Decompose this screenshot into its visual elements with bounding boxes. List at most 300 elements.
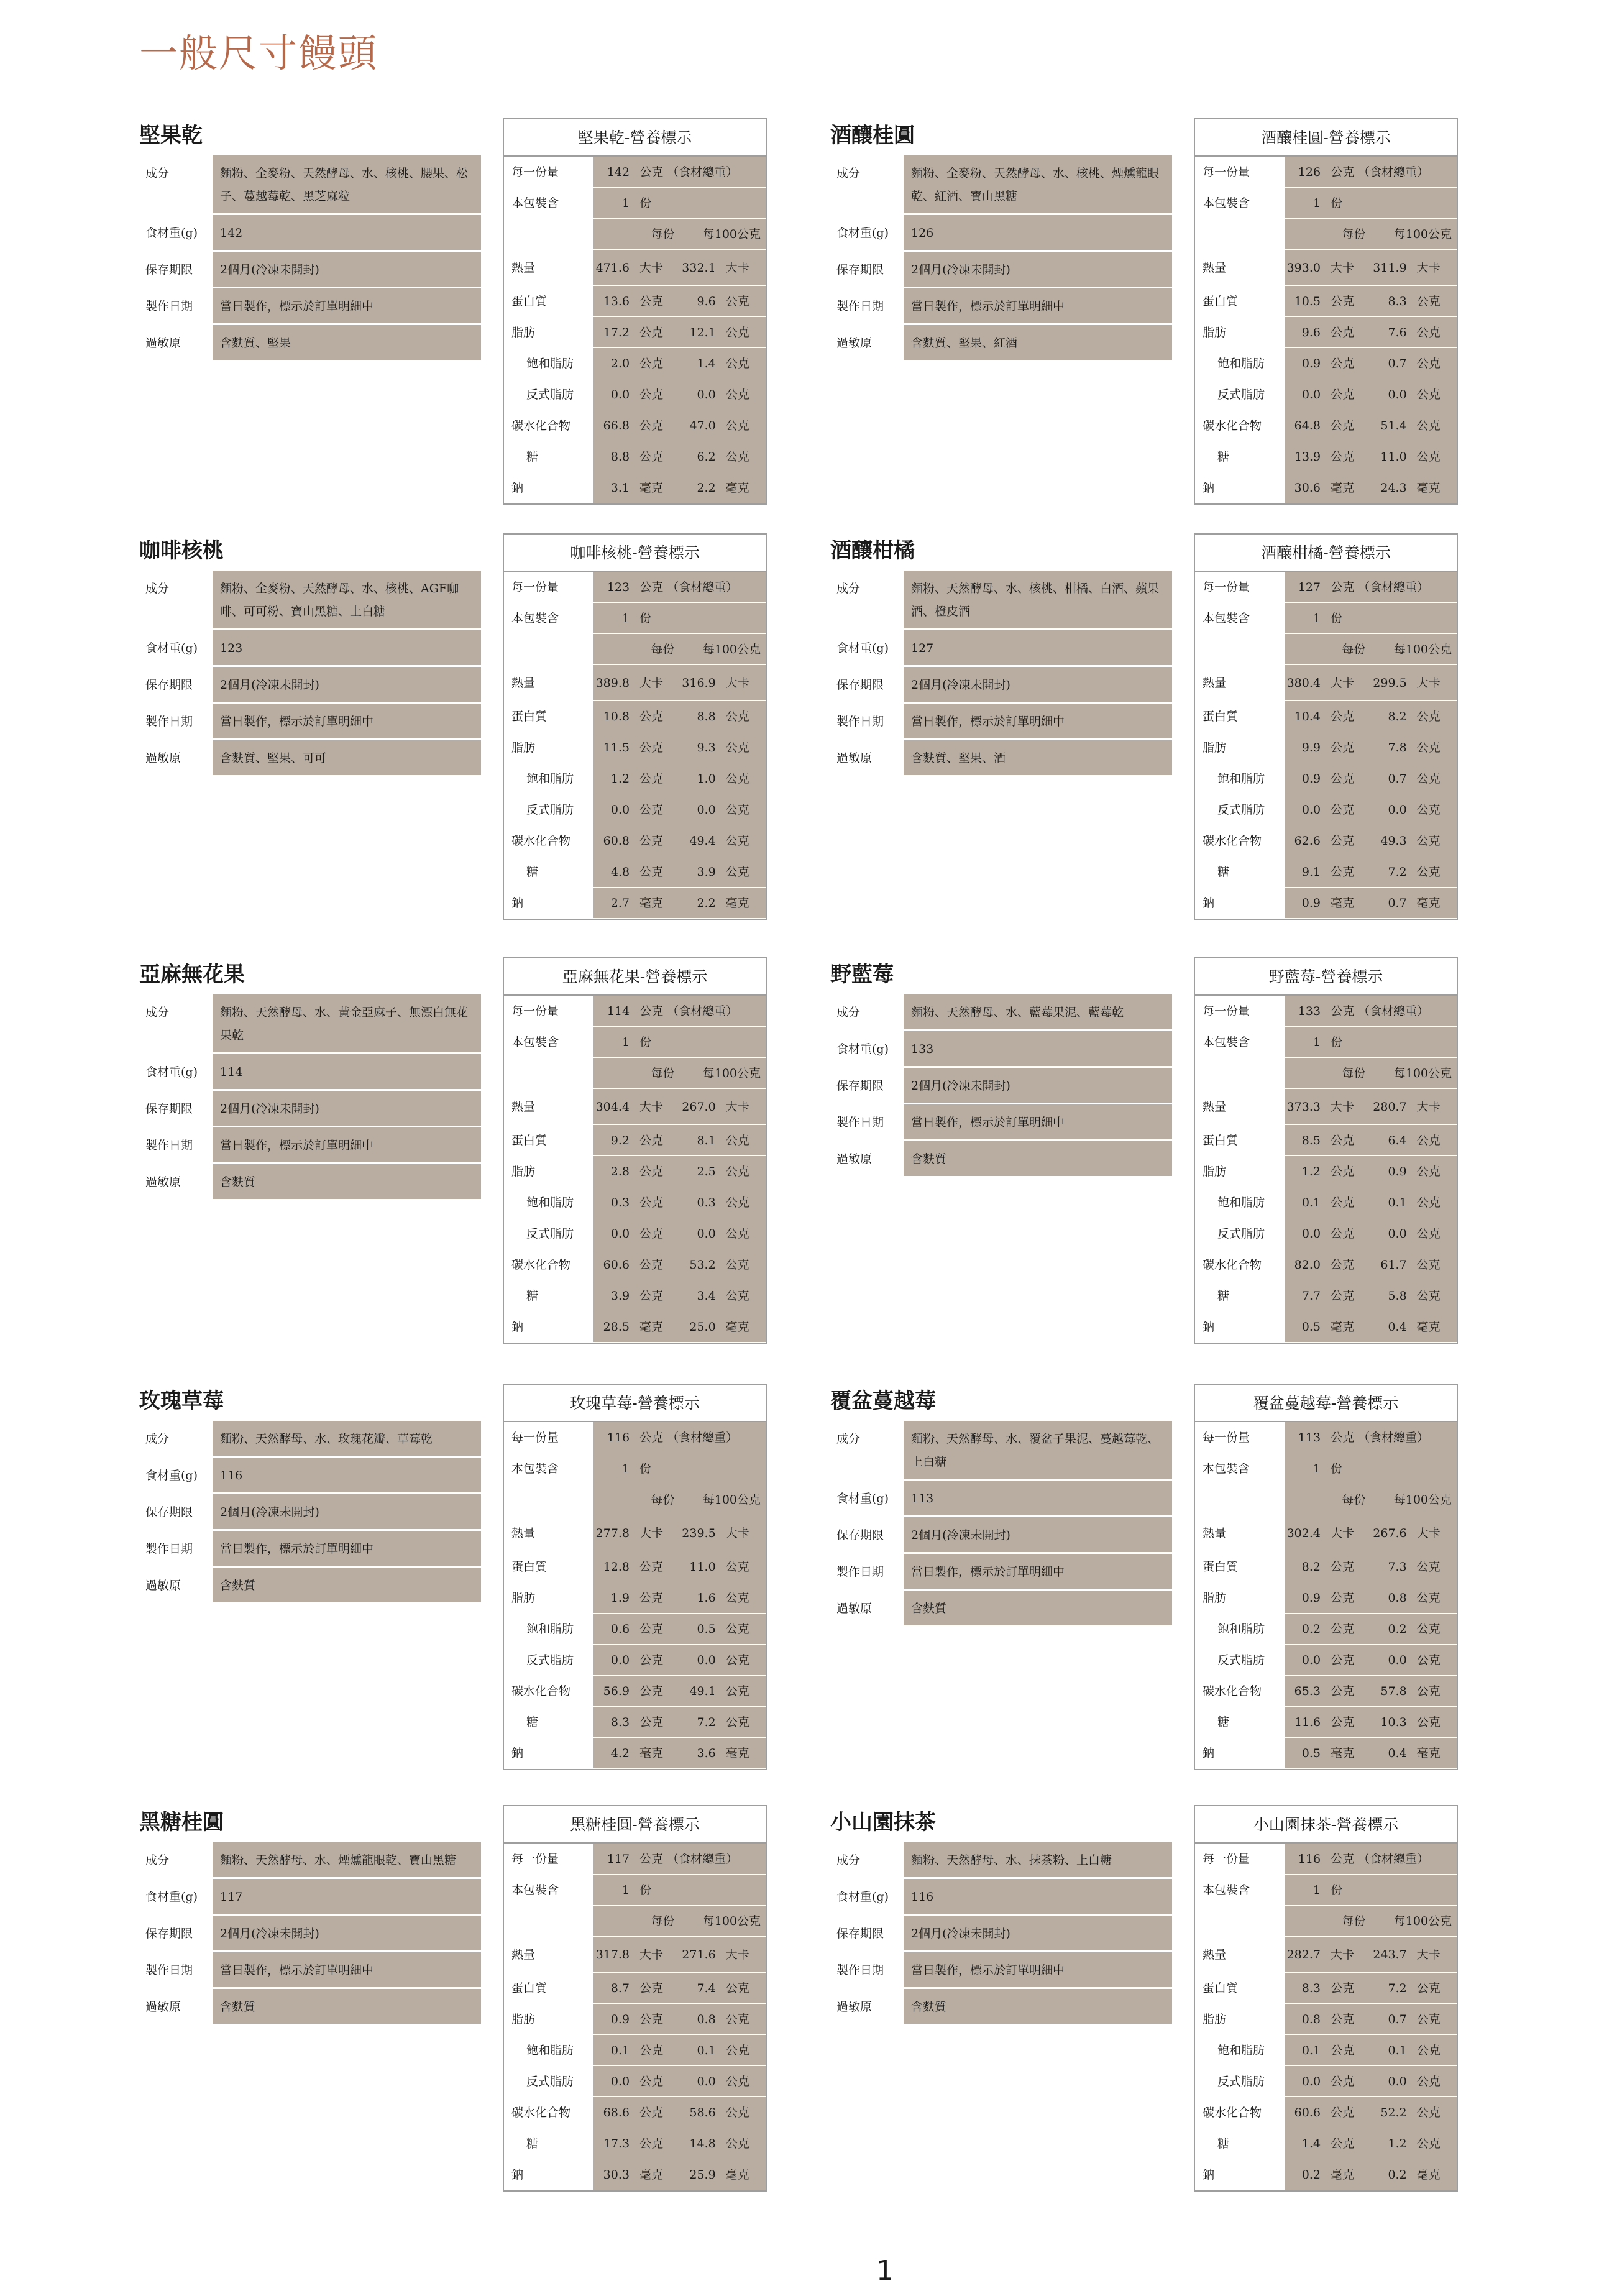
serving-size-label: 每一份量: [1203, 1004, 1250, 1018]
allergen-row: [830, 740, 1172, 777]
sugar-row: [504, 856, 766, 888]
carbs-unit: 公克: [1412, 1249, 1457, 1280]
fat-label: 脂肪: [1203, 741, 1227, 755]
sugar-label: 糖: [1217, 2137, 1230, 2151]
ingredients-value: 麵粉、天然酵母、水、覆盆子果泥、蔓越莓乾、上白糖: [904, 1421, 1172, 1479]
product-card: [139, 1805, 869, 2203]
shelf-life-label: 保存期限: [145, 678, 193, 692]
fat-unit: 公克: [721, 317, 766, 347]
servings-row: [1195, 603, 1457, 634]
trans-fat-unit: 公克: [1326, 1218, 1370, 1249]
fat-unit: 公克: [635, 1582, 679, 1613]
protein-per-100g: 8.8: [679, 701, 720, 732]
fat-per-100g: 0.7: [1370, 2004, 1411, 2034]
sodium-row: [1195, 2159, 1457, 2190]
weight-value: 123: [213, 630, 481, 665]
carbs-per-100g: 49.4: [679, 825, 720, 856]
sodium-row: [504, 2159, 766, 2190]
serving-size-row: [504, 1844, 766, 1875]
trans-fat-per-100g: 0.0: [1370, 379, 1411, 410]
fat-label: 脂肪: [1203, 326, 1227, 339]
protein-unit: 公克: [635, 1973, 679, 2003]
trans-fat-label: 反式脂肪: [526, 803, 574, 817]
allergen-row: [139, 740, 481, 777]
ingredients-value: 麵粉、天然酵母、水、抹茶粉、上白糖: [904, 1842, 1172, 1877]
nutrition-title: 黑糖桂圓-營養標示: [504, 1806, 766, 1844]
trans-fat-label: 反式脂肪: [526, 2075, 574, 2088]
nutrition-table: [1194, 118, 1458, 505]
sugar-unit: 公克: [1412, 1280, 1457, 1311]
sat-fat-per-serving: 0.9: [1285, 348, 1326, 379]
fat-row: [1195, 317, 1457, 348]
protein-row: [1195, 1551, 1457, 1582]
sugar-per-serving: 4.8: [593, 856, 635, 887]
trans-fat-per-100g: 0.0: [679, 794, 720, 825]
fat-unit: 公克: [721, 1582, 766, 1613]
servings-label: 本包裝含: [511, 196, 559, 210]
per-serving-header: 每份: [1285, 1906, 1371, 1936]
calories-per-serving: 389.8: [593, 665, 635, 700]
servings-row: [504, 603, 766, 634]
fat-row: [1195, 2004, 1457, 2035]
shelf-life-label: 保存期限: [145, 1505, 193, 1519]
sugar-row: [1195, 1707, 1457, 1738]
servings-label: 本包裝含: [511, 612, 559, 625]
calories-row: [504, 665, 766, 701]
per-serving-header: 每份: [593, 219, 680, 249]
trans-fat-label: 反式脂肪: [526, 1227, 574, 1241]
sat-fat-row: [504, 2035, 766, 2066]
fat-unit: 公克: [1412, 1156, 1457, 1187]
sugar-unit: 公克: [635, 1280, 679, 1311]
mfg-date-value: 當日製作，標示於訂單明細中: [213, 1531, 481, 1566]
per-100g-header: 每100公克: [679, 1058, 766, 1088]
carbs-unit: 公克: [721, 1249, 766, 1280]
sugar-per-serving: 1.4: [1285, 2128, 1326, 2159]
shelf-life-label: 保存期限: [836, 263, 884, 277]
mfg-date-label: 製作日期: [145, 1963, 193, 1977]
fat-label: 脂肪: [1203, 2013, 1227, 2026]
per-100g-header: 每100公克: [679, 1906, 766, 1936]
sugar-label: 糖: [1217, 450, 1230, 464]
sugar-per-serving: 13.9: [1285, 441, 1326, 472]
carbs-unit: 公克: [635, 1249, 679, 1280]
fat-row: [504, 732, 766, 763]
sodium-per-100g: 0.4: [1370, 1738, 1411, 1768]
per-serving-header: 每份: [1285, 1058, 1371, 1088]
sodium-unit: 毫克: [1412, 2159, 1457, 2190]
trans-fat-row: [504, 1645, 766, 1676]
sugar-per-100g: 3.4: [679, 1280, 720, 1311]
weight-value: 126: [904, 215, 1172, 250]
sodium-per-serving: 0.9: [1285, 888, 1326, 918]
carbs-label: 碳水化合物: [511, 1258, 571, 1272]
fat-per-100g: 0.9: [1370, 1156, 1411, 1187]
calories-unit: 大卡: [721, 1515, 766, 1551]
trans-fat-per-100g: 0.0: [1370, 2066, 1411, 2096]
product-card: [139, 533, 869, 931]
trans-fat-unit: 公克: [721, 1218, 766, 1249]
servings-label: 本包裝含: [1203, 1035, 1250, 1049]
sugar-per-100g: 7.2: [1370, 856, 1411, 887]
serving-size-label: 每一份量: [511, 1431, 559, 1444]
mfg-date-row: [139, 288, 481, 325]
weight-label: 食材重(g): [836, 641, 889, 655]
trans-fat-unit: 公克: [1412, 379, 1457, 410]
allergen-label: 過敏原: [145, 1175, 181, 1189]
ingredients-value: 麵粉、全麥粉、天然酵母、水、核桃、腰果、松子、蔓越莓乾、黑芝麻粒: [213, 155, 481, 213]
shelf-life-row: [830, 1517, 1172, 1554]
carbs-unit: 公克: [635, 2097, 679, 2128]
product-name: 亞麻無花果: [139, 962, 245, 987]
calories-row: [1195, 250, 1457, 286]
per-serving-header: 每份: [1285, 1484, 1371, 1515]
nutrition-title: 小山園抹茶-營養標示: [1195, 1806, 1457, 1844]
sat-fat-unit: 公克: [635, 348, 679, 379]
servings-unit: 份: [1326, 1027, 1457, 1057]
servings-value: 1: [593, 603, 635, 633]
trans-fat-row: [1195, 379, 1457, 410]
protein-unit: 公克: [1326, 286, 1370, 316]
mfg-date-value: 當日製作，標示於訂單明細中: [904, 1104, 1172, 1139]
protein-label: 蛋白質: [511, 1981, 548, 1995]
trans-fat-per-100g: 0.0: [679, 1218, 720, 1249]
trans-fat-per-serving: 0.0: [593, 379, 635, 410]
calories-per-100g: 332.1: [679, 250, 720, 285]
sodium-label: 鈉: [1203, 481, 1215, 495]
carbs-per-serving: 64.8: [1285, 410, 1326, 441]
nutrition-table: [1194, 1384, 1458, 1770]
carbs-per-100g: 57.8: [1370, 1676, 1411, 1706]
trans-fat-per-serving: 0.0: [1285, 794, 1326, 825]
shelf-life-value: 2個月(冷凍未開封): [904, 1916, 1172, 1950]
protein-per-100g: 7.4: [679, 1973, 720, 2003]
calories-unit: 大卡: [1412, 1937, 1457, 1972]
sodium-label: 鈉: [511, 1747, 524, 1760]
weight-label: 食材重(g): [836, 226, 889, 240]
trans-fat-row: [504, 1218, 766, 1249]
carbs-per-100g: 49.1: [679, 1676, 720, 1706]
serving-size-label: 每一份量: [511, 1004, 559, 1018]
sodium-unit: 毫克: [635, 472, 679, 503]
product-card: [830, 118, 1560, 516]
ingredients-label: 成分: [145, 1853, 170, 1867]
calories-label: 熱量: [511, 1527, 536, 1540]
sugar-unit: 公克: [1326, 856, 1370, 887]
calories-row: [504, 1089, 766, 1125]
sodium-unit: 毫克: [635, 1738, 679, 1768]
calories-per-serving: 282.7: [1285, 1937, 1326, 1972]
column-header-row: [504, 1484, 766, 1515]
product-info-table: [830, 1421, 1172, 1627]
sodium-row: [504, 888, 766, 919]
serving-size-unit: 公克 （食材總重）: [635, 1844, 766, 1874]
sodium-per-serving: 30.6: [1285, 472, 1326, 503]
calories-unit: 大卡: [1326, 1937, 1370, 1972]
nutrition-table: [1194, 957, 1458, 1344]
fat-per-100g: 7.6: [1370, 317, 1411, 347]
ingredients-label: 成分: [836, 167, 861, 180]
mfg-date-value: 當日製作，標示於訂單明細中: [904, 1554, 1172, 1589]
product-info-table: [139, 994, 481, 1201]
protein-unit: 公克: [1326, 701, 1370, 732]
sugar-unit: 公克: [635, 1707, 679, 1737]
ingredients-row: [139, 571, 481, 630]
protein-label: 蛋白質: [1203, 710, 1239, 723]
mfg-date-value: 當日製作，標示於訂單明細中: [213, 704, 481, 738]
header-blank: [504, 219, 593, 249]
fat-unit: 公克: [635, 317, 679, 347]
fat-unit: 公克: [1326, 2004, 1370, 2034]
sat-fat-unit: 公克: [721, 348, 766, 379]
per-100g-header: 每100公克: [679, 1484, 766, 1515]
nutrition-title: 堅果乾-營養標示: [504, 119, 766, 157]
shelf-life-row: [830, 252, 1172, 288]
calories-per-serving: 304.4: [593, 1089, 635, 1124]
servings-unit: 份: [635, 188, 766, 218]
ingredients-value: 麵粉、天然酵母、水、藍莓果泥、藍莓乾: [904, 994, 1172, 1029]
shelf-life-label: 保存期限: [145, 1927, 193, 1940]
sugar-label: 糖: [526, 450, 539, 464]
allergen-value: 含麩質: [904, 1591, 1172, 1625]
carbs-unit: 公克: [721, 2097, 766, 2128]
fat-per-100g: 0.8: [1370, 1582, 1411, 1613]
calories-label: 熱量: [511, 1100, 536, 1114]
ingredients-label: 成分: [145, 1432, 170, 1446]
calories-row: [504, 250, 766, 286]
sat-fat-per-100g: 0.2: [1370, 1614, 1411, 1644]
shelf-life-label: 保存期限: [836, 1079, 884, 1093]
shelf-life-row: [139, 252, 481, 288]
sat-fat-per-100g: 0.7: [1370, 763, 1411, 794]
weight-row: [830, 1879, 1172, 1916]
carbs-per-100g: 51.4: [1370, 410, 1411, 441]
allergen-row: [139, 1989, 481, 2026]
sodium-unit: 毫克: [635, 2159, 679, 2190]
shelf-life-label: 保存期限: [836, 1927, 884, 1940]
protein-unit: 公克: [721, 701, 766, 732]
carbs-label: 碳水化合物: [511, 834, 571, 848]
ingredients-value: 麵粉、全麥粉、天然酵母、水、核桃、AGF咖啡、可可粉、寶山黑糖、上白糖: [213, 571, 481, 628]
fat-per-100g: 0.8: [679, 2004, 720, 2034]
carbs-row: [1195, 825, 1457, 856]
sugar-unit: 公克: [635, 856, 679, 887]
calories-row: [504, 1515, 766, 1551]
protein-row: [504, 701, 766, 732]
sat-fat-per-serving: 0.9: [1285, 763, 1326, 794]
protein-per-100g: 8.2: [1370, 701, 1411, 732]
fat-label: 脂肪: [511, 2013, 536, 2026]
sugar-per-serving: 17.3: [593, 2128, 635, 2159]
carbs-label: 碳水化合物: [1203, 1258, 1262, 1272]
fat-per-100g: 1.6: [679, 1582, 720, 1613]
sodium-per-100g: 0.7: [1370, 888, 1411, 918]
serving-size-unit: 公克 （食材總重）: [1326, 572, 1457, 602]
protein-per-100g: 8.3: [1370, 286, 1411, 316]
shelf-life-value: 2個月(冷凍未開封): [213, 1916, 481, 1950]
trans-fat-unit: 公克: [635, 1218, 679, 1249]
servings-value: 1: [1285, 1453, 1326, 1484]
sat-fat-label: 飽和脂肪: [1217, 357, 1265, 370]
nutrition-table: [503, 1805, 767, 2192]
trans-fat-per-serving: 0.0: [1285, 2066, 1326, 2096]
sat-fat-unit: 公克: [635, 1614, 679, 1644]
servings-unit: 份: [635, 603, 766, 633]
sat-fat-label: 飽和脂肪: [526, 1196, 574, 1210]
sat-fat-row: [504, 1614, 766, 1645]
calories-label: 熱量: [1203, 261, 1227, 275]
serving-size-value: 113: [1285, 1422, 1326, 1453]
carbs-per-100g: 61.7: [1370, 1249, 1411, 1280]
mfg-date-row: [830, 704, 1172, 740]
trans-fat-per-serving: 0.0: [1285, 379, 1326, 410]
servings-unit: 份: [635, 1027, 766, 1057]
carbs-unit: 公克: [1412, 825, 1457, 856]
mfg-date-value: 當日製作，標示於訂單明細中: [904, 1952, 1172, 1987]
servings-unit: 份: [1326, 603, 1457, 633]
protein-per-serving: 8.5: [1285, 1125, 1326, 1155]
weight-label: 食材重(g): [145, 641, 198, 655]
allergen-label: 過敏原: [836, 1602, 873, 1615]
trans-fat-per-serving: 0.0: [593, 2066, 635, 2096]
sodium-per-100g: 25.9: [679, 2159, 720, 2190]
sugar-unit: 公克: [1326, 1707, 1370, 1737]
serving-size-row: [1195, 996, 1457, 1027]
trans-fat-unit: 公克: [1412, 1645, 1457, 1675]
weight-value: 142: [213, 215, 481, 250]
fat-unit: 公克: [1412, 732, 1457, 763]
weight-value: 114: [213, 1054, 481, 1089]
protein-label: 蛋白質: [511, 295, 548, 308]
sodium-label: 鈉: [511, 1320, 524, 1334]
sat-fat-per-serving: 0.3: [593, 1187, 635, 1218]
sat-fat-unit: 公克: [1412, 1614, 1457, 1644]
serving-size-label: 每一份量: [1203, 1852, 1250, 1866]
fat-per-serving: 17.2: [593, 317, 635, 347]
allergen-row: [830, 1591, 1172, 1627]
fat-label: 脂肪: [1203, 1591, 1227, 1605]
sugar-unit: 公克: [1412, 856, 1457, 887]
trans-fat-per-100g: 0.0: [679, 379, 720, 410]
servings-row: [1195, 1027, 1457, 1058]
sugar-unit: 公克: [1326, 441, 1370, 472]
trans-fat-unit: 公克: [1326, 2066, 1370, 2096]
nutrition-title: 玫瑰草莓-營養標示: [504, 1385, 766, 1422]
protein-per-serving: 8.2: [1285, 1551, 1326, 1582]
protein-row: [1195, 1125, 1457, 1156]
fat-unit: 公克: [1326, 1156, 1370, 1187]
carbs-per-100g: 49.3: [1370, 825, 1411, 856]
carbs-unit: 公克: [1326, 410, 1370, 441]
serving-size-unit: 公克 （食材總重）: [635, 157, 766, 187]
protein-unit: 公克: [1412, 1973, 1457, 2003]
fat-unit: 公克: [635, 732, 679, 763]
product-info-table: [830, 571, 1172, 777]
per-100g-header: 每100公克: [1370, 634, 1457, 664]
sat-fat-per-100g: 0.1: [1370, 1187, 1411, 1218]
trans-fat-row: [1195, 794, 1457, 825]
sugar-row: [504, 441, 766, 472]
protein-label: 蛋白質: [1203, 1981, 1239, 1995]
protein-per-100g: 8.1: [679, 1125, 720, 1155]
carbs-unit: 公克: [635, 1676, 679, 1706]
fat-unit: 公克: [1326, 1582, 1370, 1613]
protein-row: [1195, 286, 1457, 317]
allergen-row: [139, 1568, 481, 1604]
sat-fat-label: 飽和脂肪: [526, 772, 574, 786]
shelf-life-value: 2個月(冷凍未開封): [213, 667, 481, 702]
sat-fat-label: 飽和脂肪: [1217, 2044, 1265, 2057]
trans-fat-unit: 公克: [721, 1645, 766, 1675]
product-card: [830, 1384, 1560, 1781]
mfg-date-row: [139, 1127, 481, 1164]
calories-unit: 大卡: [635, 1089, 679, 1124]
sodium-label: 鈉: [511, 2168, 524, 2182]
serving-size-row: [504, 1422, 766, 1453]
nutrition-title: 咖啡核桃-營養標示: [504, 535, 766, 572]
protein-unit: 公克: [635, 1551, 679, 1582]
sat-fat-unit: 公克: [1412, 348, 1457, 379]
page-title: 一般尺寸饅頭: [139, 30, 378, 76]
trans-fat-row: [1195, 2066, 1457, 2097]
calories-unit: 大卡: [1326, 250, 1370, 285]
carbs-per-100g: 58.6: [679, 2097, 720, 2128]
fat-per-serving: 0.9: [1285, 1582, 1326, 1613]
fat-row: [1195, 1582, 1457, 1614]
allergen-value: 含麩質、堅果、酒: [904, 740, 1172, 775]
mfg-date-row: [830, 1104, 1172, 1141]
mfg-date-label: 製作日期: [145, 1542, 193, 1556]
ingredients-row: [830, 155, 1172, 215]
shelf-life-value: 2個月(冷凍未開封): [904, 1068, 1172, 1103]
ingredients-row: [830, 571, 1172, 630]
trans-fat-per-serving: 0.0: [1285, 1218, 1326, 1249]
serving-size-unit: 公克 （食材總重）: [635, 572, 766, 602]
trans-fat-label: 反式脂肪: [1217, 1227, 1265, 1241]
carbs-unit: 公克: [1412, 410, 1457, 441]
calories-unit: 大卡: [635, 1937, 679, 1972]
protein-label: 蛋白質: [511, 1560, 548, 1574]
header-blank: [504, 1058, 593, 1088]
calories-per-100g: 316.9: [679, 665, 720, 700]
sugar-per-100g: 7.2: [679, 1707, 720, 1737]
fat-row: [504, 1156, 766, 1187]
fat-per-100g: 2.5: [679, 1156, 720, 1187]
protein-per-100g: 6.4: [1370, 1125, 1411, 1155]
sodium-label: 鈉: [1203, 2168, 1215, 2182]
fat-label: 脂肪: [511, 1165, 536, 1178]
mfg-date-value: 當日製作，標示於訂單明細中: [904, 288, 1172, 323]
sat-fat-per-100g: 0.5: [679, 1614, 720, 1644]
fat-per-serving: 1.9: [593, 1582, 635, 1613]
product-card: [139, 118, 869, 516]
sodium-unit: 毫克: [721, 472, 766, 503]
carbs-unit: 公克: [635, 825, 679, 856]
calories-per-100g: 271.6: [679, 1937, 720, 1972]
carbs-unit: 公克: [1326, 2097, 1370, 2128]
carbs-label: 碳水化合物: [1203, 419, 1262, 433]
ingredients-label: 成分: [145, 1006, 170, 1019]
sodium-per-100g: 24.3: [1370, 472, 1411, 503]
sat-fat-per-100g: 0.1: [679, 2035, 720, 2065]
servings-unit: 份: [635, 1453, 766, 1484]
trans-fat-unit: 公克: [1326, 794, 1370, 825]
sat-fat-row: [1195, 2035, 1457, 2066]
sodium-unit: 毫克: [1326, 888, 1370, 918]
carbs-unit: 公克: [1326, 825, 1370, 856]
carbs-row: [504, 410, 766, 441]
fat-per-serving: 2.8: [593, 1156, 635, 1187]
